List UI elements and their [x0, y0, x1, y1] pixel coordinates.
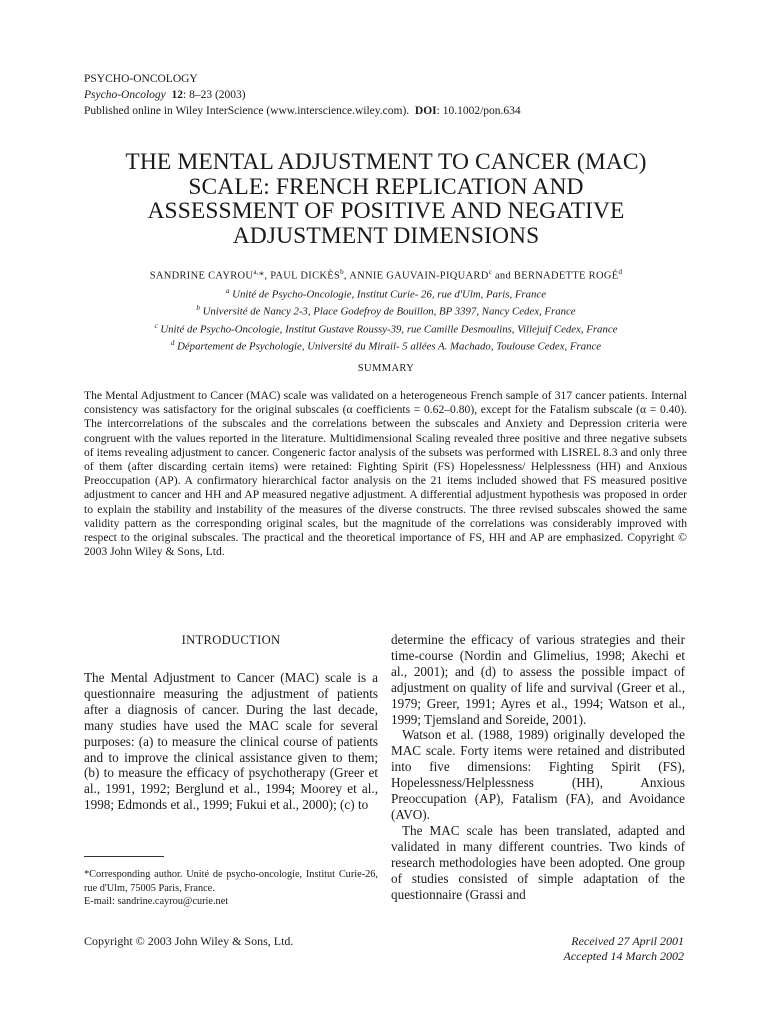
affiliation-a-text: Unité de Psycho-Oncologie, Institut Curie- 26, rue d'Ulm, Paris, France — [232, 288, 547, 301]
author-block — [84, 265, 688, 354]
affiliation-b-sup: b — [196, 304, 200, 313]
introduction-heading: INTRODUCTION — [181, 633, 281, 647]
pages: : 8–23 (2003) — [183, 89, 246, 101]
intro-paragraph-3: Watson et al. (1988, 1989) originally developed the MAC scale. Forty items were retained and distributed into five dimensions: Fighting Spirit (FS), Hopelessness/Helplessness (HH), Anxious Preoccupation (AP), Fatalism (FA), and Avoidance (AVO). — [391, 727, 685, 822]
doi-value: : 10.1002/pon.634 — [436, 105, 521, 117]
affiliation-c — [84, 319, 688, 337]
copyright: Copyright © 2003 John Wiley & Sons, Ltd. — [84, 934, 294, 948]
paper-title — [84, 150, 688, 248]
left-column — [84, 670, 378, 813]
right-column — [391, 632, 685, 902]
footnote-corresponding: *Corresponding author. Unité de psycho-oncologie, Institut Curie-26, rue d'Ulm, 75005 Paris, France. — [84, 869, 378, 894]
citation-line — [84, 87, 521, 103]
affiliation-a-sup: a — [225, 286, 230, 295]
title-line-3: ASSESSMENT OF POSITIVE AND NEGATIVE — [147, 198, 625, 224]
doi-label: DOI — [414, 105, 437, 117]
affiliation-c-sup: c — [154, 321, 158, 330]
footnote-email: E-mail: sandrine.cayrou@curie.net — [84, 896, 229, 907]
title-line-1: THE MENTAL ADJUSTMENT TO CANCER (MAC) — [125, 149, 647, 175]
journal-name: Psycho-Oncology — [84, 89, 166, 101]
volume: 12 — [171, 89, 183, 101]
intro-paragraph-2: determine the efficacy of various strategies and their time-course (Nordin and Glimelius, 1998; Akechi et al., 2001); and (d) to assess the possible impact of adjustment on quality of life and survival (Greer et al., 1979; Greer, 1991; Ayres et al., 1994; Watson et al., 1999; Tjemsland and Soreide, 2001). — [391, 632, 685, 727]
accepted-date: Accepted 14 March 2002 — [563, 949, 684, 963]
author-3: , ANNIE GAUVAIN-PIQUARD — [343, 270, 489, 282]
footnote-rule — [84, 856, 164, 857]
journal-header — [84, 71, 521, 119]
author-4-sup: d — [618, 268, 623, 276]
affiliation-d-sup: d — [170, 339, 175, 348]
title-line-4: ADJUSTMENT DIMENSIONS — [232, 222, 540, 249]
author-2-sup: b — [340, 268, 344, 276]
affiliation-b-text: Université de Nancy 2-3, Place Godefroy de Bouillon, BP 3397, Nancy Cedex, France — [202, 305, 576, 318]
author-1: SANDRINE CAYROU — [149, 270, 254, 282]
affiliation-a — [84, 284, 688, 302]
affiliation-d-text: Département de Psychologie, Université du Mirail- 5 allées A. Machado, Toulouse Cedex, France — [177, 340, 602, 353]
author-2: , PAUL DICKÈS — [264, 270, 341, 282]
author-1-star: * — [258, 270, 265, 282]
intro-paragraph-1: The Mental Adjustment to Cancer (MAC) scale is a questionnaire measuring the adjustment of patients after a diagnosis of cancer. During the last decade, many studies have used the MAC scale for several purposes: (a) to measure the clinical course of patients and to improve the clinical assistance given to them; (b) to measure the efficacy of psychotherapy (Greer et al., 1991, 1992; Berglund et al., 1994; Moorey et al., 1998; Edmonds et al., 1999; Fukui et al., 2000); (c) to — [84, 670, 378, 813]
author-names — [84, 265, 688, 284]
summary-text: The Mental Adjustment to Cancer (MAC) scale was validated on a heterogeneous French sample of 317 cancer patients. Internal consistency was satisfactory for the original subscales (α coefficients = 0.62–0.80), except for the Fatalism subscale (α = 0.40). The intercorrelations of the subscales and the correlations between the subscales and Anxiety and Depression criteria were congruent with the values reported in the literature. Multidimensional Scaling revealed three positive and three negative subsets of items revealing adjustment to cancer. Congeneric factor analysis of the subsets was performed with LISREL 8.3 and only three of them (after discarding certain items) were retained: Fighting Spirit (FS) Hopelessness/ Helplessness (HH) and Anxious Preoccupation (AP). A confirmatory hierarchical factor analysis on the 21 items included showed that FS measured positive adjustment to cancer and HH and AP measured negative adjustment. A differential adjustment hypothesis was proposed in order to explain the stability and instability of the measures of the diverse constructs. The three revised subscales showed the same validity pattern as the corresponding original scales, but the magnitude of the correlations was considerably improved with respect to the original subscales. The practical and the theoretical importance of FS, HH and AP are emphasized. Copyright © 2003 John Wiley & Sons, Ltd. — [84, 389, 687, 559]
intro-paragraph-4: The MAC scale has been translated, adapted and validated in many different countries. Two kinds of research methodologies have been adopted. One group of studies consisted of simple adaptation of the questionnaire (Grassi and — [391, 822, 685, 902]
footnote — [84, 868, 378, 909]
summary-heading: SUMMARY — [357, 363, 415, 374]
title-line-2: SCALE: FRENCH REPLICATION AND — [188, 173, 584, 200]
published-line — [84, 103, 521, 119]
author-3-sup: c — [488, 268, 493, 276]
section-label: PSYCHO-ONCOLOGY — [84, 73, 198, 85]
received-date: Received 27 April 2001 — [571, 934, 684, 948]
author-1-sup: a, — [253, 268, 259, 276]
published-text: Published online in Wiley InterScience (www.interscience.wiley.com). — [84, 105, 410, 117]
author-4: and BERNADETTE ROGÉ — [492, 270, 619, 282]
affiliation-b — [84, 301, 688, 319]
affiliation-d — [84, 336, 688, 354]
received-dates — [563, 934, 684, 964]
affiliation-c-text: Unité de Psycho-Oncologie, Institut Gustave Roussy-39, rue Camille Desmoulins, Villejuif Cedex, France — [160, 323, 618, 336]
